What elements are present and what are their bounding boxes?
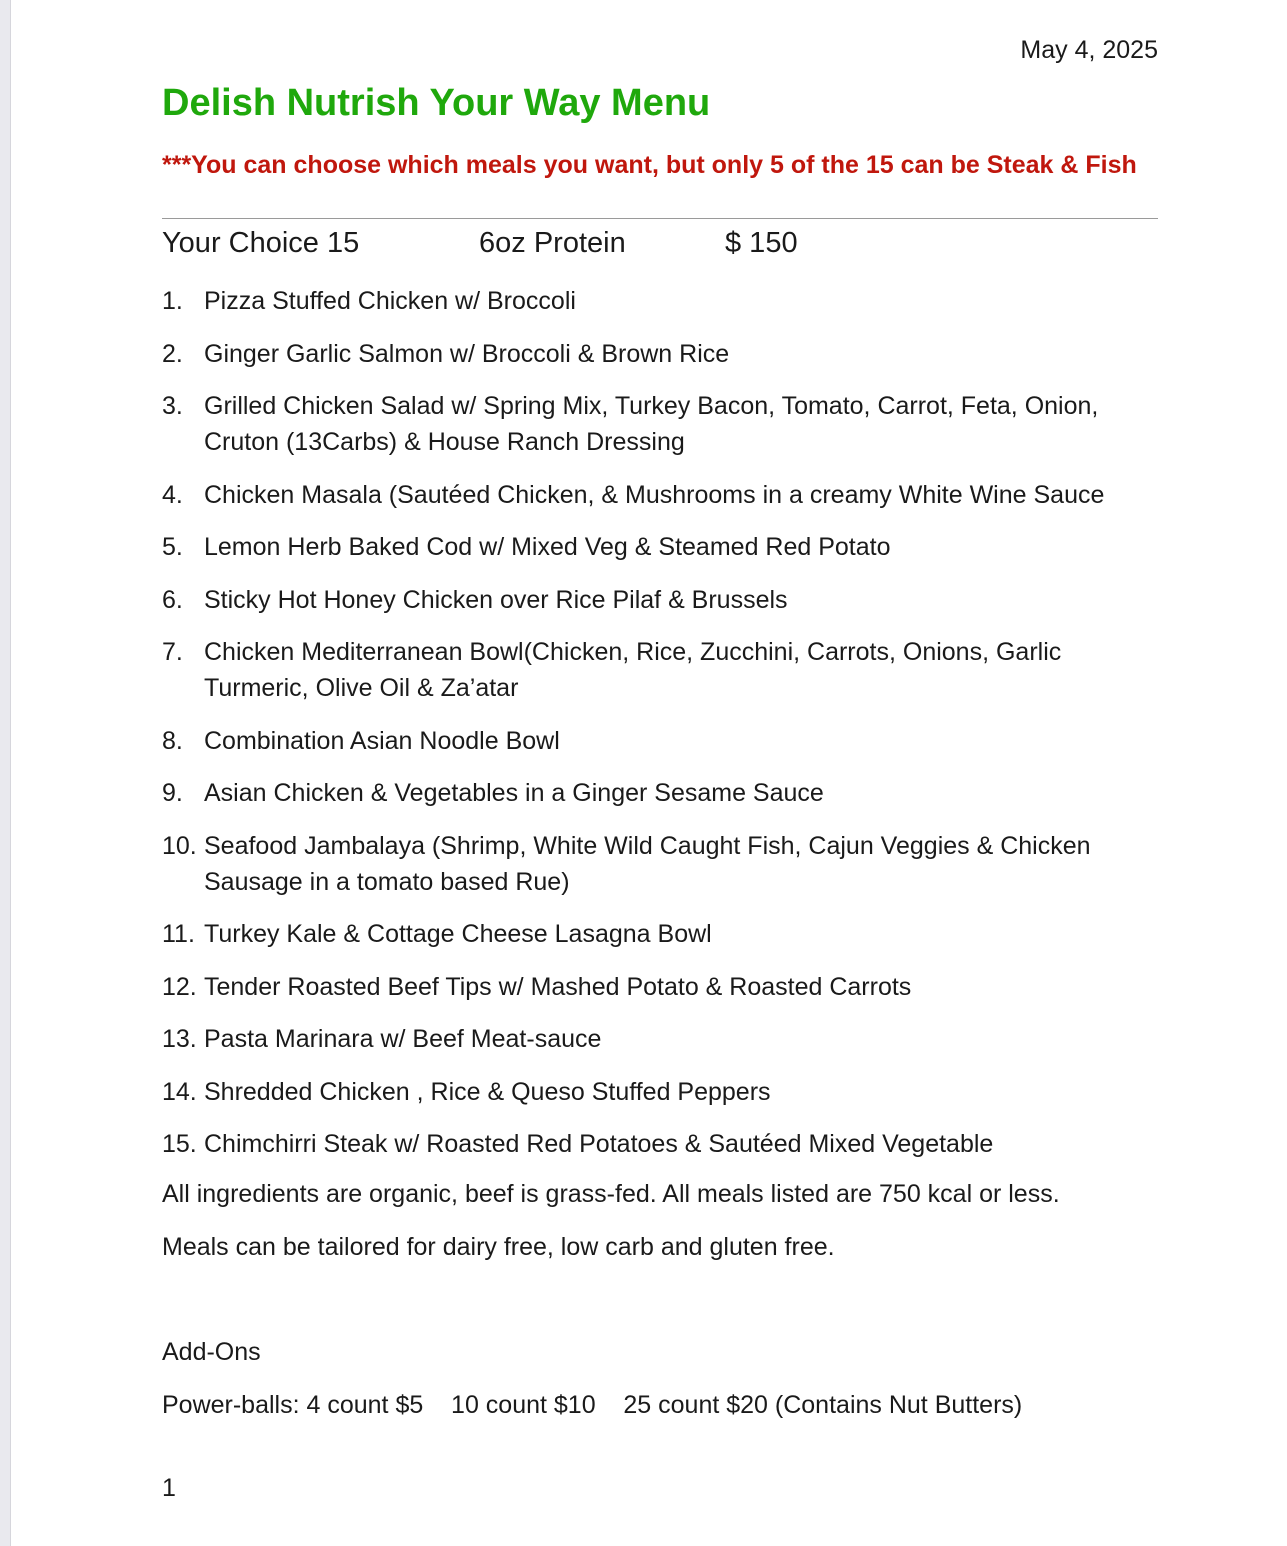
plan-protein: 6oz Protein: [479, 227, 626, 259]
menu-item: [162, 969, 1158, 1005]
document-page: [162, 0, 1158, 1546]
menu-item-number: 4.: [162, 480, 183, 509]
menu-item-text: Pasta Marinara w/ Beef Meat-sauce: [204, 1025, 602, 1053]
menu-item: [162, 775, 1158, 811]
menu-item-text: Chimchirri Steak w/ Roasted Red Potatoes & Sautéed Mixed Vegetable: [204, 1130, 994, 1158]
menu-item-number: 12.: [162, 972, 197, 1001]
menu-item-number: 3.: [162, 392, 183, 420]
menu-item-text: Turkey Kale & Cottage Cheese Lasagna Bowl: [204, 920, 712, 948]
plan-price: $ 150: [725, 227, 798, 259]
menu-item-number: 13.: [162, 1025, 197, 1053]
menu-item: [162, 336, 1158, 372]
menu-item-text: Pizza Stuffed Chicken w/ Broccoli: [204, 287, 576, 315]
menu-item: [162, 634, 1158, 706]
menu-item-text: Combination Asian Noodle Bowl: [204, 726, 560, 755]
menu-item: [162, 582, 1158, 618]
divider-line: [162, 218, 1158, 219]
menu-item-number: 5.: [162, 533, 183, 561]
page-edge: [0, 0, 11, 1546]
menu-item-text: Lemon Herb Baked Cod w/ Mixed Veg & Steamed Red Potato: [204, 533, 891, 561]
menu-item: [162, 388, 1158, 460]
menu-item: [162, 1074, 1158, 1110]
plan-name: Your Choice 15: [162, 227, 360, 259]
menu-item-text: Chicken Mediterranean Bowl(Chicken, Rice, Zucchini, Carrots, Onions, Garlic Turmeric, Olive Oil & Za’atar: [204, 638, 1062, 702]
menu-item-text: Ginger Garlic Salmon w/ Broccoli & Brown Rice: [204, 339, 730, 368]
menu-item-number: 11.: [162, 920, 195, 948]
powerballs-pricing: Power-balls: 4 count $5 10 count $10 25 count $20 (Contains Nut Butters): [162, 1391, 1023, 1419]
menu-item: [162, 723, 1158, 759]
menu-item-text: Asian Chicken & Vegetables in a Ginger Sesame Sauce: [204, 779, 824, 807]
menu-item: [162, 1126, 1158, 1162]
menu-item-number: 8.: [162, 726, 183, 755]
menu-item-number: 9.: [162, 779, 183, 807]
menu-item-number: 15.: [162, 1130, 197, 1158]
selection-notice: ***You can choose which meals you want, but only 5 of the 15 can be Steak & Fish: [162, 151, 1137, 179]
menu-item-text: Tender Roasted Beef Tips w/ Mashed Potato & Roasted Carrots: [204, 972, 912, 1001]
menu-item-text: Sticky Hot Honey Chicken over Rice Pilaf & Brussels: [204, 585, 788, 614]
menu-item: [162, 283, 1158, 319]
menu-item-text: Seafood Jambalaya (Shrimp, White Wild Caught Fish, Cajun Veggies & Chicken Sausage in a tomato based Rue): [204, 831, 1091, 896]
menu-item-text: Grilled Chicken Salad w/ Spring Mix, Turkey Bacon, Tomato, Carrot, Feta, Onion, Cruton (13Carbs) & House Ranch Dressing: [204, 392, 1099, 456]
menu-item-number: 6.: [162, 585, 183, 614]
menu-item: [162, 477, 1158, 513]
document-date: May 4, 2025: [1020, 36, 1158, 64]
menu-item-text: Shredded Chicken , Rice & Queso Stuffed Peppers: [204, 1077, 771, 1106]
dietary-note: Meals can be tailored for dairy free, low carb and gluten free.: [162, 1233, 835, 1261]
menu-item-number: 1.: [162, 287, 183, 315]
menu-item-number: 14.: [162, 1077, 197, 1106]
menu-item-number: 10.: [162, 831, 197, 860]
page-number: 1: [162, 1474, 176, 1502]
addons-heading: Add-Ons: [162, 1338, 261, 1366]
menu-item: [162, 828, 1158, 900]
menu-title: Delish Nutrish Your Way Menu: [162, 82, 711, 124]
menu-item-number: 7.: [162, 638, 183, 666]
menu-item: [162, 1021, 1158, 1057]
menu-item-number: 2.: [162, 339, 183, 368]
menu-item: [162, 529, 1158, 565]
ingredients-note: All ingredients are organic, beef is grass-fed. All meals listed are 750 kcal or less.: [162, 1180, 1060, 1208]
menu-item: [162, 916, 1158, 952]
menu-item-text: Chicken Masala (Sautéed Chicken, & Mushrooms in a creamy White Wine Sauce: [204, 480, 1105, 509]
menu-list: [162, 283, 1158, 1179]
